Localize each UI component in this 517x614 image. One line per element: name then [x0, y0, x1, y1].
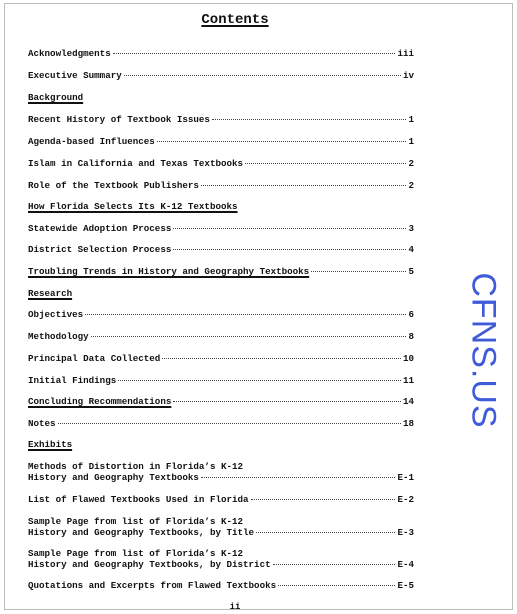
toc-entry-page: E-5	[397, 580, 414, 591]
toc-entry-label-line2: History and Geography Textbooks, by Title	[28, 527, 255, 538]
toc-entry-label: List of Flawed Textbooks Used in Florida	[28, 494, 249, 505]
toc-entry[interactable]	[28, 494, 414, 505]
toc-entry-page: 6	[408, 309, 414, 320]
dot-leader	[162, 358, 401, 359]
toc-entry-label: Notes	[28, 418, 56, 429]
toc-entry-label: Executive Summary	[28, 70, 122, 81]
toc-entry-page: 10	[402, 353, 414, 364]
dot-leader	[58, 423, 401, 424]
toc-entry-page: 3	[408, 223, 414, 234]
toc-entry[interactable]	[28, 223, 414, 234]
dot-leader	[245, 163, 406, 164]
toc-entry[interactable]	[28, 114, 414, 125]
toc-entry-label: Objectives	[28, 309, 84, 320]
toc-entry-page: E-4	[397, 559, 414, 570]
dot-leader	[85, 314, 406, 315]
toc-entry-label-line2: History and Geography Textbooks, by District	[28, 559, 271, 570]
dot-leader	[256, 532, 395, 533]
toc-entry-label: Troubling Trends in History and Geography Textbooks	[28, 266, 310, 277]
toc-entry-label-line1: Sample Page from list of Florida’s K-12	[28, 516, 244, 527]
section-heading-exhibits[interactable]: Exhibits	[28, 439, 73, 450]
toc-entry-label: Principal Data Collected	[28, 353, 161, 364]
toc-entry[interactable]	[28, 136, 414, 147]
page-number: ii	[229, 602, 241, 612]
dot-leader	[173, 401, 401, 402]
toc-entry-page: iii	[397, 48, 414, 59]
toc-entry-page: 1	[408, 136, 414, 147]
toc-entry-label: Role of the Textbook Publishers	[28, 180, 199, 191]
section-heading-background[interactable]: Background	[28, 92, 84, 103]
dot-leader	[124, 75, 401, 76]
dot-leader	[278, 585, 395, 586]
document-page	[4, 3, 513, 610]
toc-entry-page: 1	[408, 114, 414, 125]
toc-entry[interactable]	[28, 309, 414, 320]
toc-entry[interactable]	[28, 244, 414, 255]
page-title: Contents	[201, 12, 269, 28]
section-heading-research[interactable]: Research	[28, 288, 73, 299]
toc-entry-page: 18	[402, 418, 414, 429]
toc-entry-label: Acknowledgments	[28, 48, 111, 59]
toc-entry-page: 2	[408, 158, 414, 169]
dot-leader	[173, 228, 406, 229]
toc-entry-label: Islam in California and Texas Textbooks	[28, 158, 244, 169]
toc-entry-page: 5	[408, 266, 414, 277]
toc-entry-label-line1: Methods of Distortion in Florida’s K-12	[28, 461, 244, 472]
dot-leader	[212, 119, 407, 120]
dot-leader	[113, 53, 396, 54]
toc-entry-label: Concluding Recommendations	[28, 396, 172, 407]
toc-entry-page: 8	[408, 331, 414, 342]
dot-leader	[157, 141, 407, 142]
toc-entry-page: E-1	[397, 472, 414, 483]
toc-entry-label: Quotations and Excerpts from Flawed Textbooks	[28, 580, 277, 591]
toc-entry-page: E-2	[397, 494, 414, 505]
toc-entry[interactable]	[28, 375, 414, 386]
toc-entry-label: Agenda-based Influences	[28, 136, 155, 147]
toc-entry-page: E-3	[397, 527, 414, 538]
toc-entry[interactable]	[28, 353, 414, 364]
toc-entry[interactable]	[28, 516, 414, 538]
toc-entry-page: 14	[402, 396, 414, 407]
toc-entry-page: 4	[408, 244, 414, 255]
toc-entry[interactable]	[28, 418, 414, 429]
dot-leader	[201, 477, 396, 478]
toc-entry[interactable]	[28, 70, 414, 81]
toc-entry[interactable]	[28, 580, 414, 591]
toc-entry-label: Methodology	[28, 331, 89, 342]
section-heading-how-florida-selects[interactable]: How Florida Selects Its K-12 Textbooks	[28, 201, 238, 212]
dot-leader	[311, 271, 406, 272]
toc-entry-label-line1: Sample Page from list of Florida’s K-12	[28, 548, 244, 559]
toc-entry[interactable]	[28, 48, 414, 59]
toc-entry-page: 11	[402, 375, 414, 386]
dot-leader	[173, 249, 406, 250]
toc-entry-label: District Selection Process	[28, 244, 172, 255]
toc-entry-label: Initial Findings	[28, 375, 117, 386]
toc-entry-troubling-trends[interactable]	[28, 266, 414, 277]
toc-entry-page: 2	[408, 180, 414, 191]
toc-entry-label: Statewide Adoption Process	[28, 223, 172, 234]
toc-entry[interactable]	[28, 548, 414, 570]
dot-leader	[118, 380, 401, 381]
toc-entry-label: Recent History of Textbook Issues	[28, 114, 210, 125]
dot-leader	[251, 499, 396, 500]
watermark-text: CFNS.US	[464, 271, 503, 429]
toc-entry-label-line2: History and Geography Textbooks	[28, 472, 199, 483]
dot-leader	[273, 564, 396, 565]
dot-leader	[91, 336, 407, 337]
toc-entry[interactable]	[28, 331, 414, 342]
watermark	[443, 270, 517, 430]
toc-entry[interactable]	[28, 158, 414, 169]
toc-entry[interactable]	[28, 461, 414, 483]
toc-entry-page: iv	[402, 70, 414, 81]
dot-leader	[201, 185, 407, 186]
toc-entry-concluding-recommendations[interactable]	[28, 396, 414, 407]
toc-entry[interactable]	[28, 180, 414, 191]
